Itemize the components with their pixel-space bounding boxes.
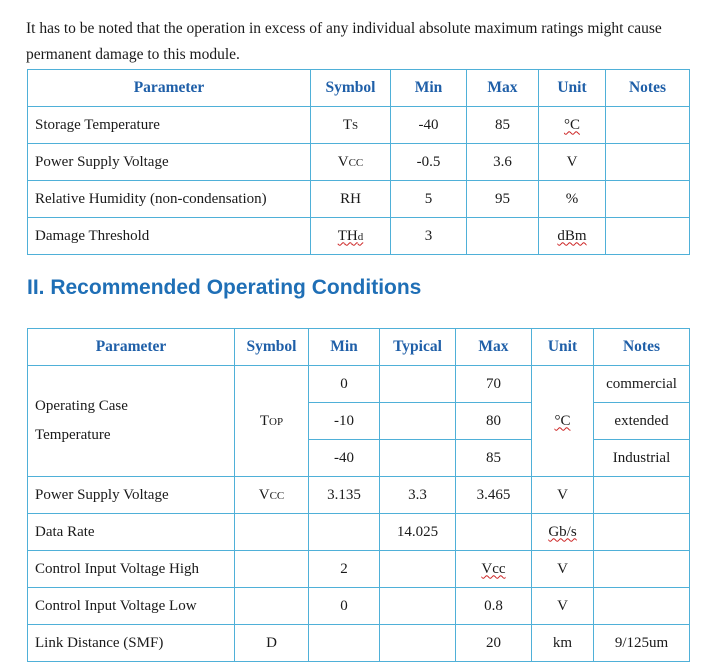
- cell-unit: V: [532, 477, 594, 514]
- max-text: Vcc: [481, 560, 506, 577]
- symbol-main: T: [342, 116, 353, 133]
- cell-notes: [594, 514, 690, 551]
- cell-parameter: [28, 366, 235, 477]
- operating-conditions-table: [27, 328, 690, 662]
- cell-parameter: Power Supply Voltage: [28, 477, 235, 514]
- parameter-line-2: Temperature: [35, 427, 111, 443]
- header-notes: Notes: [606, 70, 690, 107]
- cell-typical: [380, 366, 456, 403]
- table-header-row: [28, 329, 690, 366]
- header-parameter: Parameter: [28, 70, 311, 107]
- symbol-main: RH: [340, 190, 361, 207]
- header-symbol: Symbol: [311, 70, 391, 107]
- absolute-max-ratings-table: [27, 69, 690, 255]
- cell-symbol: [235, 551, 309, 588]
- cell-min: -40: [391, 107, 467, 144]
- header-symbol: Symbol: [235, 329, 309, 366]
- cell-unit: [539, 107, 606, 144]
- cell-unit: V: [532, 551, 594, 588]
- cell-typical: [380, 625, 456, 662]
- cell-notes: commercial: [594, 366, 690, 403]
- section-title: II. Recommended Operating Conditions: [27, 276, 422, 299]
- cell-parameter: Relative Humidity (non-condensation): [28, 181, 311, 218]
- cell-notes: Industrial: [594, 440, 690, 477]
- intro-paragraph: It has to be noted that the operation in excess of any individual absolute maximum ratings might cause permanent damage to this module.: [26, 20, 662, 63]
- cell-symbol: [311, 181, 391, 218]
- cell-notes: [594, 477, 690, 514]
- cell-typical: [380, 588, 456, 625]
- header-min: Min: [391, 70, 467, 107]
- unit-text: °C: [554, 412, 571, 429]
- table-row: [28, 514, 690, 551]
- parameter-line-1: Operating Case: [35, 398, 128, 414]
- unit-text: Gb/s: [548, 523, 577, 540]
- cell-symbol: [311, 144, 391, 181]
- cell-typical: [380, 551, 456, 588]
- cell-unit: km: [532, 625, 594, 662]
- unit-text: °C: [563, 116, 580, 133]
- cell-max: [456, 551, 532, 588]
- cell-symbol: [235, 514, 309, 551]
- symbol-sub: d: [357, 230, 364, 243]
- cell-min: -40: [309, 440, 380, 477]
- cell-min: -0.5: [391, 144, 467, 181]
- table-row: [28, 551, 690, 588]
- cell-unit: V: [539, 144, 606, 181]
- cell-parameter: Damage Threshold: [28, 218, 311, 255]
- table-row: [28, 181, 690, 218]
- symbol-main: V: [337, 153, 349, 170]
- header-parameter: Parameter: [28, 329, 235, 366]
- symbol-sub: OP: [269, 415, 284, 428]
- cell-symbol: [235, 477, 309, 514]
- cell-parameter: Link Distance (SMF): [28, 625, 235, 662]
- cell-unit: [532, 514, 594, 551]
- cell-max: [456, 514, 532, 551]
- cell-notes: [606, 144, 690, 181]
- cell-unit: %: [539, 181, 606, 218]
- cell-max: 85: [467, 107, 539, 144]
- table-row: [28, 144, 690, 181]
- cell-notes: extended: [594, 403, 690, 440]
- cell-symbol: [235, 588, 309, 625]
- table-header-row: [28, 70, 690, 107]
- cell-notes: 9/125um: [594, 625, 690, 662]
- cell-min: 0: [309, 366, 380, 403]
- cell-min: 3: [391, 218, 467, 255]
- cell-notes: [606, 181, 690, 218]
- table-row: [28, 218, 690, 255]
- table-row: [28, 588, 690, 625]
- cell-min: [309, 514, 380, 551]
- cell-max: 20: [456, 625, 532, 662]
- cell-max: 85: [456, 440, 532, 477]
- cell-max: 95: [467, 181, 539, 218]
- cell-parameter: Storage Temperature: [28, 107, 311, 144]
- header-max: Max: [467, 70, 539, 107]
- cell-min: 3.135: [309, 477, 380, 514]
- table-row: [28, 625, 690, 662]
- cell-unit: [539, 218, 606, 255]
- table-row: [28, 366, 690, 403]
- cell-typical: [380, 403, 456, 440]
- cell-symbol: D: [235, 625, 309, 662]
- cell-max: 0.8: [456, 588, 532, 625]
- header-unit: Unit: [539, 70, 606, 107]
- cell-min: 2: [309, 551, 380, 588]
- cell-parameter: Data Rate: [28, 514, 235, 551]
- cell-typical: 3.3: [380, 477, 456, 514]
- cell-min: [309, 625, 380, 662]
- unit-text: dBm: [557, 227, 587, 244]
- table-row: [28, 477, 690, 514]
- cell-parameter: Control Input Voltage Low: [28, 588, 235, 625]
- cell-typical: 14.025: [380, 514, 456, 551]
- cell-symbol: [311, 107, 391, 144]
- cell-notes: [594, 551, 690, 588]
- cell-typical: [380, 440, 456, 477]
- header-max: Max: [456, 329, 532, 366]
- symbol-sub: S: [352, 119, 359, 132]
- header-notes: Notes: [594, 329, 690, 366]
- cell-min: 5: [391, 181, 467, 218]
- header-min: Min: [309, 329, 380, 366]
- header-unit: Unit: [532, 329, 594, 366]
- cell-notes: [606, 107, 690, 144]
- symbol-main: V: [258, 486, 270, 503]
- cell-max: [467, 218, 539, 255]
- table-row: [28, 107, 690, 144]
- cell-max: 3.465: [456, 477, 532, 514]
- symbol-main: T: [259, 412, 270, 429]
- cell-max: 3.6: [467, 144, 539, 181]
- symbol-main: TH: [337, 227, 358, 244]
- cell-min: -10: [309, 403, 380, 440]
- header-typical: Typical: [380, 329, 456, 366]
- cell-unit: [532, 366, 594, 477]
- cell-max: 70: [456, 366, 532, 403]
- cell-parameter: Control Input Voltage High: [28, 551, 235, 588]
- symbol-sub: CC: [269, 489, 285, 502]
- cell-max: 80: [456, 403, 532, 440]
- symbol-sub: CC: [348, 156, 364, 169]
- cell-notes: [594, 588, 690, 625]
- cell-parameter: Power Supply Voltage: [28, 144, 311, 181]
- cell-min: 0: [309, 588, 380, 625]
- cell-notes: [606, 218, 690, 255]
- cell-symbol: [235, 366, 309, 477]
- cell-symbol: [311, 218, 391, 255]
- symbol-wrap: [338, 228, 364, 244]
- cell-unit: V: [532, 588, 594, 625]
